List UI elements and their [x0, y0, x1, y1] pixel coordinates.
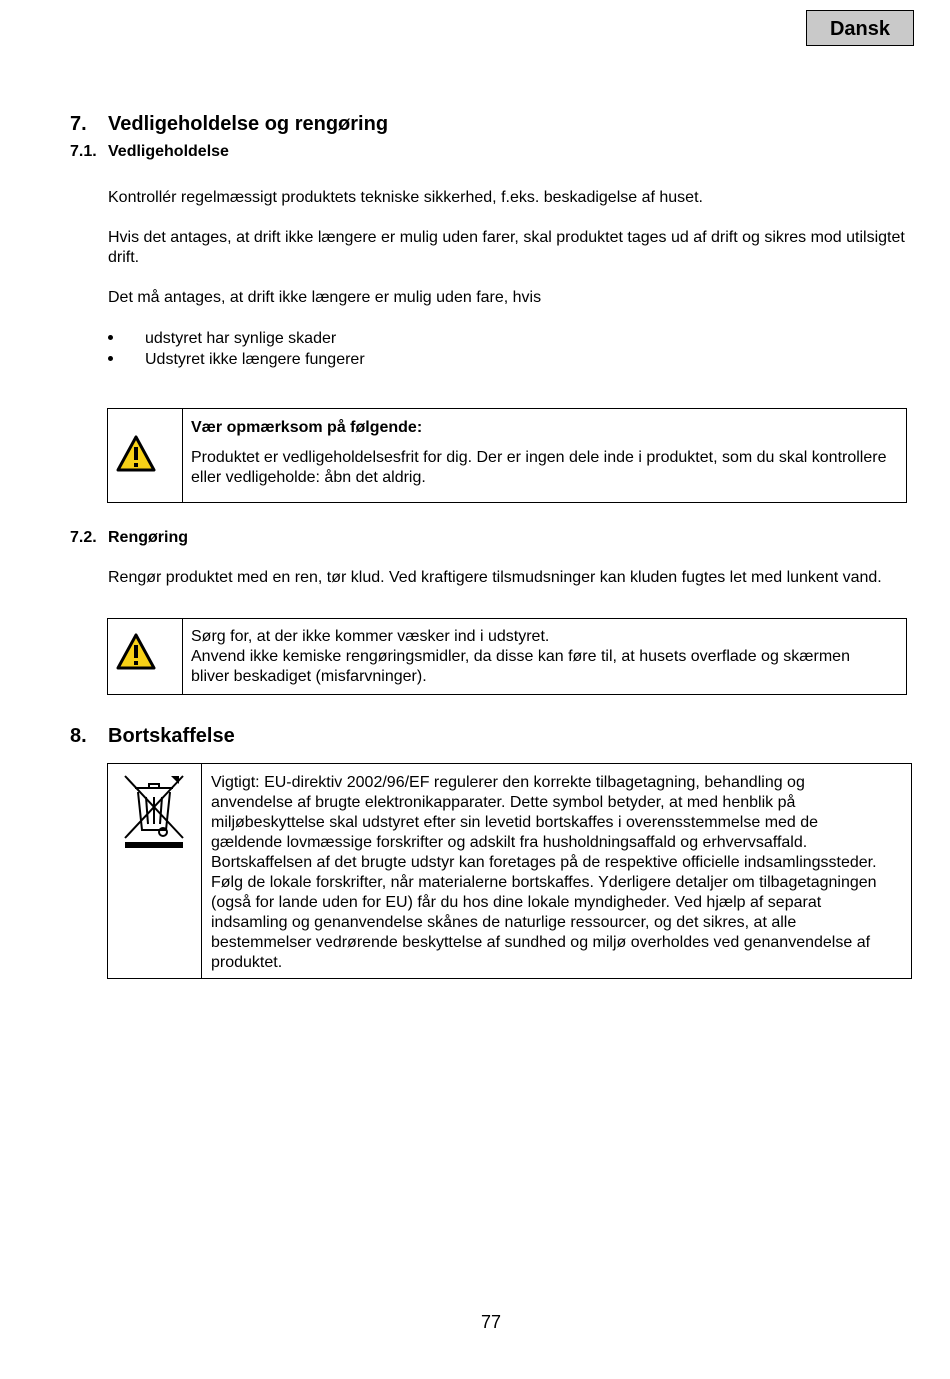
warning-line: Sørg for, at der ikke kommer væsker ind i udstyret.: [191, 628, 550, 645]
warning-title: Vær opmærksom på følgende:: [191, 419, 423, 436]
warning-triangle-icon: [116, 633, 156, 671]
language-tab: Dansk: [806, 10, 914, 46]
maintenance-warning-box: [107, 408, 907, 503]
disposal-icon-cell: [108, 764, 202, 978]
warning-icon-cell: [108, 409, 183, 502]
section-title: Bortskaffelse: [108, 725, 235, 747]
subsection-title: Rengøring: [108, 529, 188, 546]
section-title: Vedligeholdelse og rengøring: [108, 113, 389, 135]
subsection-title: Vedligeholdelse: [108, 143, 229, 160]
subsection-7-2-heading: [70, 529, 470, 549]
section-8-heading: [70, 725, 470, 751]
disposal-box: [107, 763, 912, 979]
warning-body: Produktet er vedligeholdelsesfrit for dig. Der er ingen dele inde i produktet, som du skal kontrollere eller vedligeholde: åbn det aldrig.: [191, 449, 887, 486]
subsection-number: 7.2.: [70, 529, 97, 546]
crossed-bin-icon: [121, 772, 187, 850]
warning-line: Anvend ikke kemiske rengøringsmidler, da disse kan føre til, at husets overflade og skærmen bliver beskadiget (misfarvninger).: [191, 648, 850, 685]
paragraph: Rengør produktet med en ren, tør klud. Ved kraftigere tilsmudsninger kan kluden fugtes let med lunkent vand.: [108, 569, 882, 586]
cleaning-warning-box: [107, 618, 907, 695]
page-number: 77: [480, 1312, 502, 1332]
section-number: 7.: [70, 113, 87, 135]
subsection-number: 7.1.: [70, 143, 97, 160]
subsection-7-1-heading: [70, 143, 470, 163]
paragraph: Hvis det antages, at drift ikke længere er mulig uden farer, skal produktet tages ud af drift og sikres mod utilsigtet drift.: [108, 229, 905, 266]
paragraph: Kontrollér regelmæssigt produktets tekniske sikkerhed, f.eks. beskadigelse af huset.: [108, 189, 703, 206]
warning-text: [191, 418, 891, 488]
warning-text: [191, 627, 891, 687]
warning-triangle-icon: [116, 435, 156, 473]
disposal-text: Vigtigt: EU-direktiv 2002/96/EF regulerer den korrekte tilbagetagning, behandling og anvendelse af brugte elektronikapparater. Dette symbol betyder, at med henblik på miljøbeskyttelse skal udstyret efter sin levetid bortskaffes i overensstemmelse med de gældende lovmæssige forskrifter og adskilt fra husholdningsaffald og erhvervsaffald. Bortskaffelsen af det brugte udstyr kan foretages på de respektive officielle indsamlingssteder. Følg de lokale forskrifter, når materialerne bortskaffes. Yderligere detaljer om tilbagetagningen (også for lande uden for EU) får du hos dine lokale myndigheder. Ved hjælp af separat indsamling og genanvendelse skånes de naturlige ressourcer, og det sikres, at alle bestemmelser vedrørende beskyttelse af sundhed og miljø overholdes ved genanvendelse af produktet.: [211, 774, 877, 971]
bullet-icon: [108, 356, 113, 361]
bullet-icon: [108, 335, 113, 340]
section-number: 8.: [70, 725, 87, 747]
section-7-heading: [70, 113, 570, 139]
paragraph: Det må antages, at drift ikke længere er mulig uden fare, hvis: [108, 289, 542, 306]
warning-icon-cell: [108, 619, 183, 694]
